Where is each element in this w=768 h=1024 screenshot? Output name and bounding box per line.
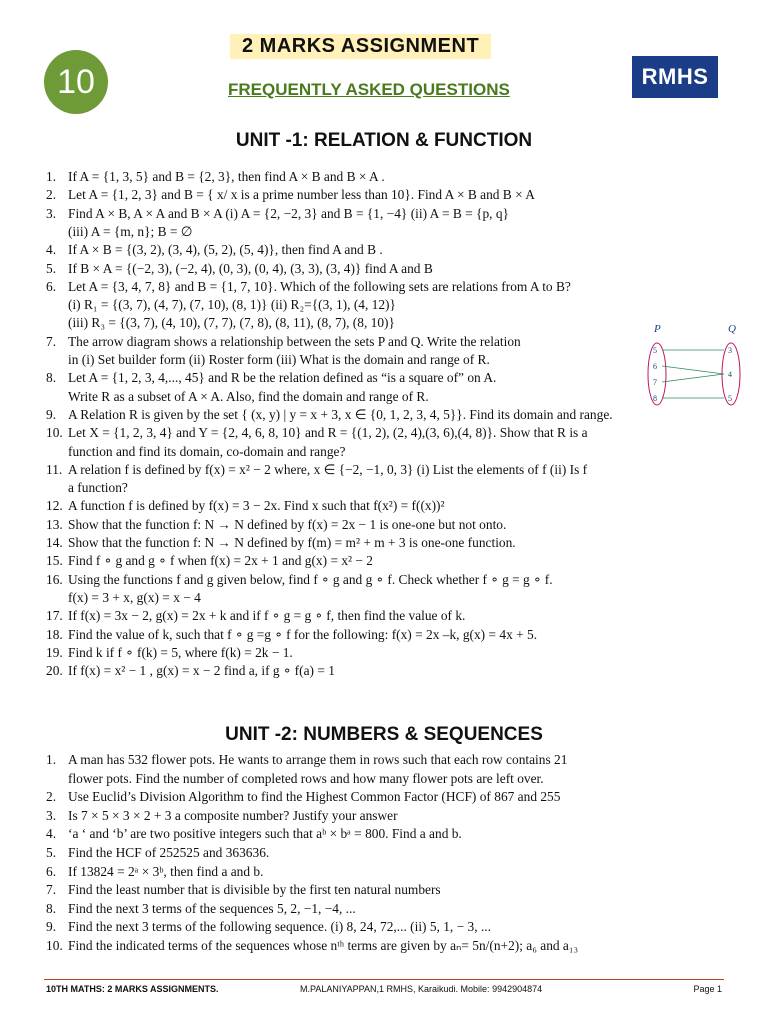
question-text: Find the next 3 terms of the following sequence. (i) 8, 24, 72,... (ii) 5, 1, − 3, ... [68, 919, 491, 935]
footer-left: 10TH MATHS: 2 MARKS ASSIGNMENTS. [46, 984, 219, 994]
question-text: Show that the function f: N → N defined by f(x) = 2x − 1 is one-one but not onto. [68, 516, 507, 532]
unit1-question-line [46, 223, 728, 241]
question-number: 15. [46, 553, 63, 569]
question-number: 13. [46, 516, 63, 532]
question-text: If A × B = {(3, 2), (3, 4), (5, 2), (5, 4)}, then find A and B . [68, 242, 383, 258]
question-text: Find the HCF of 252525 and 363636. [68, 845, 270, 860]
question-number: 6. [46, 278, 57, 294]
unit1-question-line [46, 296, 728, 314]
unit1-question-line [46, 443, 728, 461]
question-text: Using the functions f and g given below, find f ∘ g and g ∘ f. Check whether f ∘ g = g ∘ f. [68, 571, 553, 587]
question-text: f(x) = 3 + x, g(x) = x − 4 [68, 589, 201, 605]
set-p-element: 8 [653, 394, 657, 403]
unit2-question-line [46, 918, 728, 936]
question-text: function and find its domain, co-domain and range? [68, 443, 346, 459]
question-text: Find the indicated terms of the sequences whose nᵗʰ terms are given by aₙ= 5n/(n+2); a₆ and a₁₃ [68, 938, 579, 953]
question-text: Let A = {3, 4, 7, 8} and B = {1, 7, 10}. Which of the following sets are relations from A to B? [68, 278, 571, 294]
question-text: (i) R₁ = {(3, 7), (4, 7), (7, 10), (8, 1)} (ii) R₂={(3, 1), (4, 12)} [68, 297, 396, 313]
unit1-question-line [46, 388, 728, 406]
question-text: If B × A = {(−2, 3), (−2, 4), (0, 3), (0, 4), (3, 3), (3, 4)} find A and B [68, 260, 433, 276]
unit2-question-line [46, 844, 728, 862]
unit1-question-line [46, 369, 728, 387]
arrow [662, 366, 724, 374]
question-number: 1. [46, 169, 57, 184]
question-number: 8. [46, 370, 57, 386]
question-text: Find the value of k, such that f ∘ g =g ∘ f for the following: f(x) = 2x –k, g(x) = 4x + 5. [68, 626, 538, 642]
question-text: Is 7 × 5 × 3 × 2 + 3 a composite number? Justify your answer [68, 807, 398, 823]
set-q-label: Q [728, 323, 736, 335]
set-p-element: 6 [653, 362, 657, 371]
question-text: Let X = {1, 2, 3, 4} and Y = {2, 4, 6, 8, 10} and R = {(1, 2), (2, 4),(3, 6),(4, 8)}. Show that R is a [68, 425, 588, 441]
school-logo: RMHS [632, 56, 718, 98]
question-number: 14. [46, 535, 63, 550]
unit1-question-line [46, 644, 728, 662]
set-p-oval [648, 343, 666, 405]
unit2-title: UNIT -2: NUMBERS & SEQUENCES [225, 724, 543, 745]
relation-arrows [662, 350, 724, 398]
question-number: 19. [46, 644, 63, 660]
unit1-question-line [46, 168, 728, 186]
question-number: 20. [46, 663, 63, 679]
question-number: 7. [46, 333, 57, 349]
unit2-question-line [46, 751, 728, 769]
question-number: 12. [46, 498, 63, 514]
question-text: Find A × B, A × A and B × A (i) A = {2, −2, 3} and B = {1, −4} (ii) A = B = {p, q} [68, 205, 509, 221]
unit1-question-line [46, 571, 728, 589]
question-text: Use Euclid’s Division Algorithm to find the Highest Common Factor (HCF) of 867 and 255 [68, 789, 561, 805]
question-text: If A = {1, 3, 5} and B = {2, 3}, then find A × B and B × A . [68, 169, 385, 184]
unit1-question-line [46, 406, 728, 424]
set-q-element: 4 [728, 370, 732, 379]
question-number: 6. [46, 863, 57, 879]
question-number: 9. [46, 919, 57, 935]
question-number: 16. [46, 571, 63, 587]
question-text: Find f ∘ g and g ∘ f when f(x) = 2x + 1 and g(x) = x² − 2 [68, 553, 373, 569]
question-text: in (i) Set builder form (ii) Roster form (iii) What is the domain and range of R. [68, 352, 490, 367]
unit2-question-line [46, 825, 728, 843]
set-p-label: P [654, 323, 661, 335]
question-text: (iii) A = {m, n}; B = ∅ [68, 223, 193, 239]
question-text: ‘a ‘ and ‘b’ are two positive integers such that aᵇ × bᵃ = 800. Find a and b. [68, 826, 462, 842]
unit-number-badge: 10 [44, 50, 108, 114]
unit2-question-line [46, 881, 728, 899]
unit1-question-line [46, 626, 728, 644]
question-text: Let A = {1, 2, 3} and B = { x/ x is a prime number less than 10}. Find A × B and B × A [68, 187, 535, 203]
unit1-question-line [46, 516, 728, 534]
question-number: 18. [46, 626, 63, 642]
question-number: 5. [46, 260, 57, 276]
unit1-question-line [46, 479, 728, 497]
question-text: A function f is defined by f(x) = 3 − 2x. Find x such that f(x²) = f((x))² [68, 498, 445, 514]
question-number: 10. [46, 938, 63, 953]
unit1-question-line [46, 497, 728, 515]
question-number: 10. [46, 425, 63, 441]
question-number: 9. [46, 406, 57, 422]
question-text: A relation f is defined by f(x) = x² − 2 where, x ∈ {−2, −1, 0, 3} (i) List the elements of f (ii) Is f [68, 461, 588, 477]
unit1-question-line [46, 552, 728, 570]
unit2-question-line [46, 863, 728, 881]
question-text: (iii) R₃ = {(3, 7), (4, 10), (7, 7), (7, 8), (8, 11), (8, 7), (8, 10)} [68, 315, 395, 331]
unit1-title: UNIT -1: RELATION & FUNCTION [235, 130, 533, 151]
question-number: 2. [46, 187, 57, 203]
question-number: 4. [46, 826, 57, 842]
unit2-question-line [46, 807, 728, 825]
question-text: The arrow diagram shows a relationship between the sets P and Q. Write the relation [68, 333, 521, 349]
footer-divider [44, 979, 724, 980]
question-number: 3. [46, 807, 57, 823]
question-number: 7. [46, 882, 57, 898]
question-number: 1. [46, 752, 57, 767]
unit1-question-line [46, 351, 728, 369]
question-number: 8. [46, 900, 57, 916]
set-p-element: 5 [653, 346, 657, 355]
question-text: Show that the function f: N → N defined by f(m) = m² + m + 3 is one-one function. [68, 535, 516, 550]
question-text: If f(x) = 3x − 2, g(x) = 2x + k and if f ∘ g = g ∘ f, then find the value of k. [68, 608, 466, 624]
unit2-question-line [46, 900, 728, 918]
question-number: 5. [46, 845, 57, 860]
question-text: Find the least number that is divisible by the first ten natural numbers [68, 882, 441, 898]
question-number: 3. [46, 205, 57, 221]
question-text: A Relation R is given by the set { (x, y) | y = x + 3, x ∈ {0, 1, 2, 3, 4, 5}}. Find its domain and range. [68, 406, 613, 422]
footer-page: Page 1 [693, 984, 722, 994]
question-text: Write R as a subset of A × A. Also, find the domain and range of R. [68, 388, 429, 404]
unit1-question-line [46, 260, 728, 278]
question-number: 2. [46, 789, 57, 805]
question-text: a function? [68, 480, 128, 496]
question-text: flower pots. Find the number of completed rows and how many flower pots are left over. [68, 770, 544, 786]
question-text: If 13824 = 2ᵃ × 3ᵇ, then find a and b. [68, 863, 264, 879]
faq-subtitle: FREQUENTLY ASKED QUESTIONS [228, 80, 510, 99]
unit1-question-line [46, 205, 728, 223]
set-q-element: 5 [728, 394, 732, 403]
unit1-question-line [46, 278, 728, 296]
question-number: 17. [46, 608, 63, 624]
unit2-question-line [46, 770, 728, 788]
unit1-question-line [46, 607, 728, 625]
unit1-question-line [46, 461, 728, 479]
unit1-question-line [46, 662, 728, 680]
set-q-element: 3 [728, 346, 732, 355]
unit1-question-line [46, 534, 728, 552]
question-text: Find the next 3 terms of the sequences 5, 2, −1, −4, ... [68, 900, 356, 916]
question-text: A man has 532 flower pots. He wants to arrange them in rows such that each row contains 21 [68, 752, 568, 767]
unit1-question-line [46, 241, 728, 259]
question-number: 4. [46, 242, 57, 258]
question-number: 11. [46, 461, 63, 477]
unit2-question-line [46, 788, 728, 806]
unit1-question-line [46, 333, 728, 351]
unit1-question-line [46, 424, 728, 442]
question-text: If f(x) = x² − 1 , g(x) = x − 2 find a, if g ∘ f(a) = 1 [68, 663, 335, 679]
set-p-element: 7 [653, 378, 657, 387]
unit1-question-line [46, 186, 728, 204]
question-text: Let A = {1, 2, 3, 4,..., 45} and R be the relation defined as “is a square of” on A. [68, 370, 497, 386]
assignment-title: 2 MARKS ASSIGNMENT [230, 34, 491, 59]
arrow [662, 374, 724, 382]
unit1-question-line [46, 589, 728, 607]
question-text: Find k if f ∘ f(k) = 5, where f(k) = 2k − 1. [68, 644, 293, 660]
unit1-question-line [46, 314, 728, 332]
footer-center: M.PALANIYAPPAN,1 RMHS, Karaikudi. Mobile: 9942904874 [300, 984, 543, 994]
arrow-diagram [640, 322, 750, 408]
unit2-question-line [46, 937, 728, 955]
